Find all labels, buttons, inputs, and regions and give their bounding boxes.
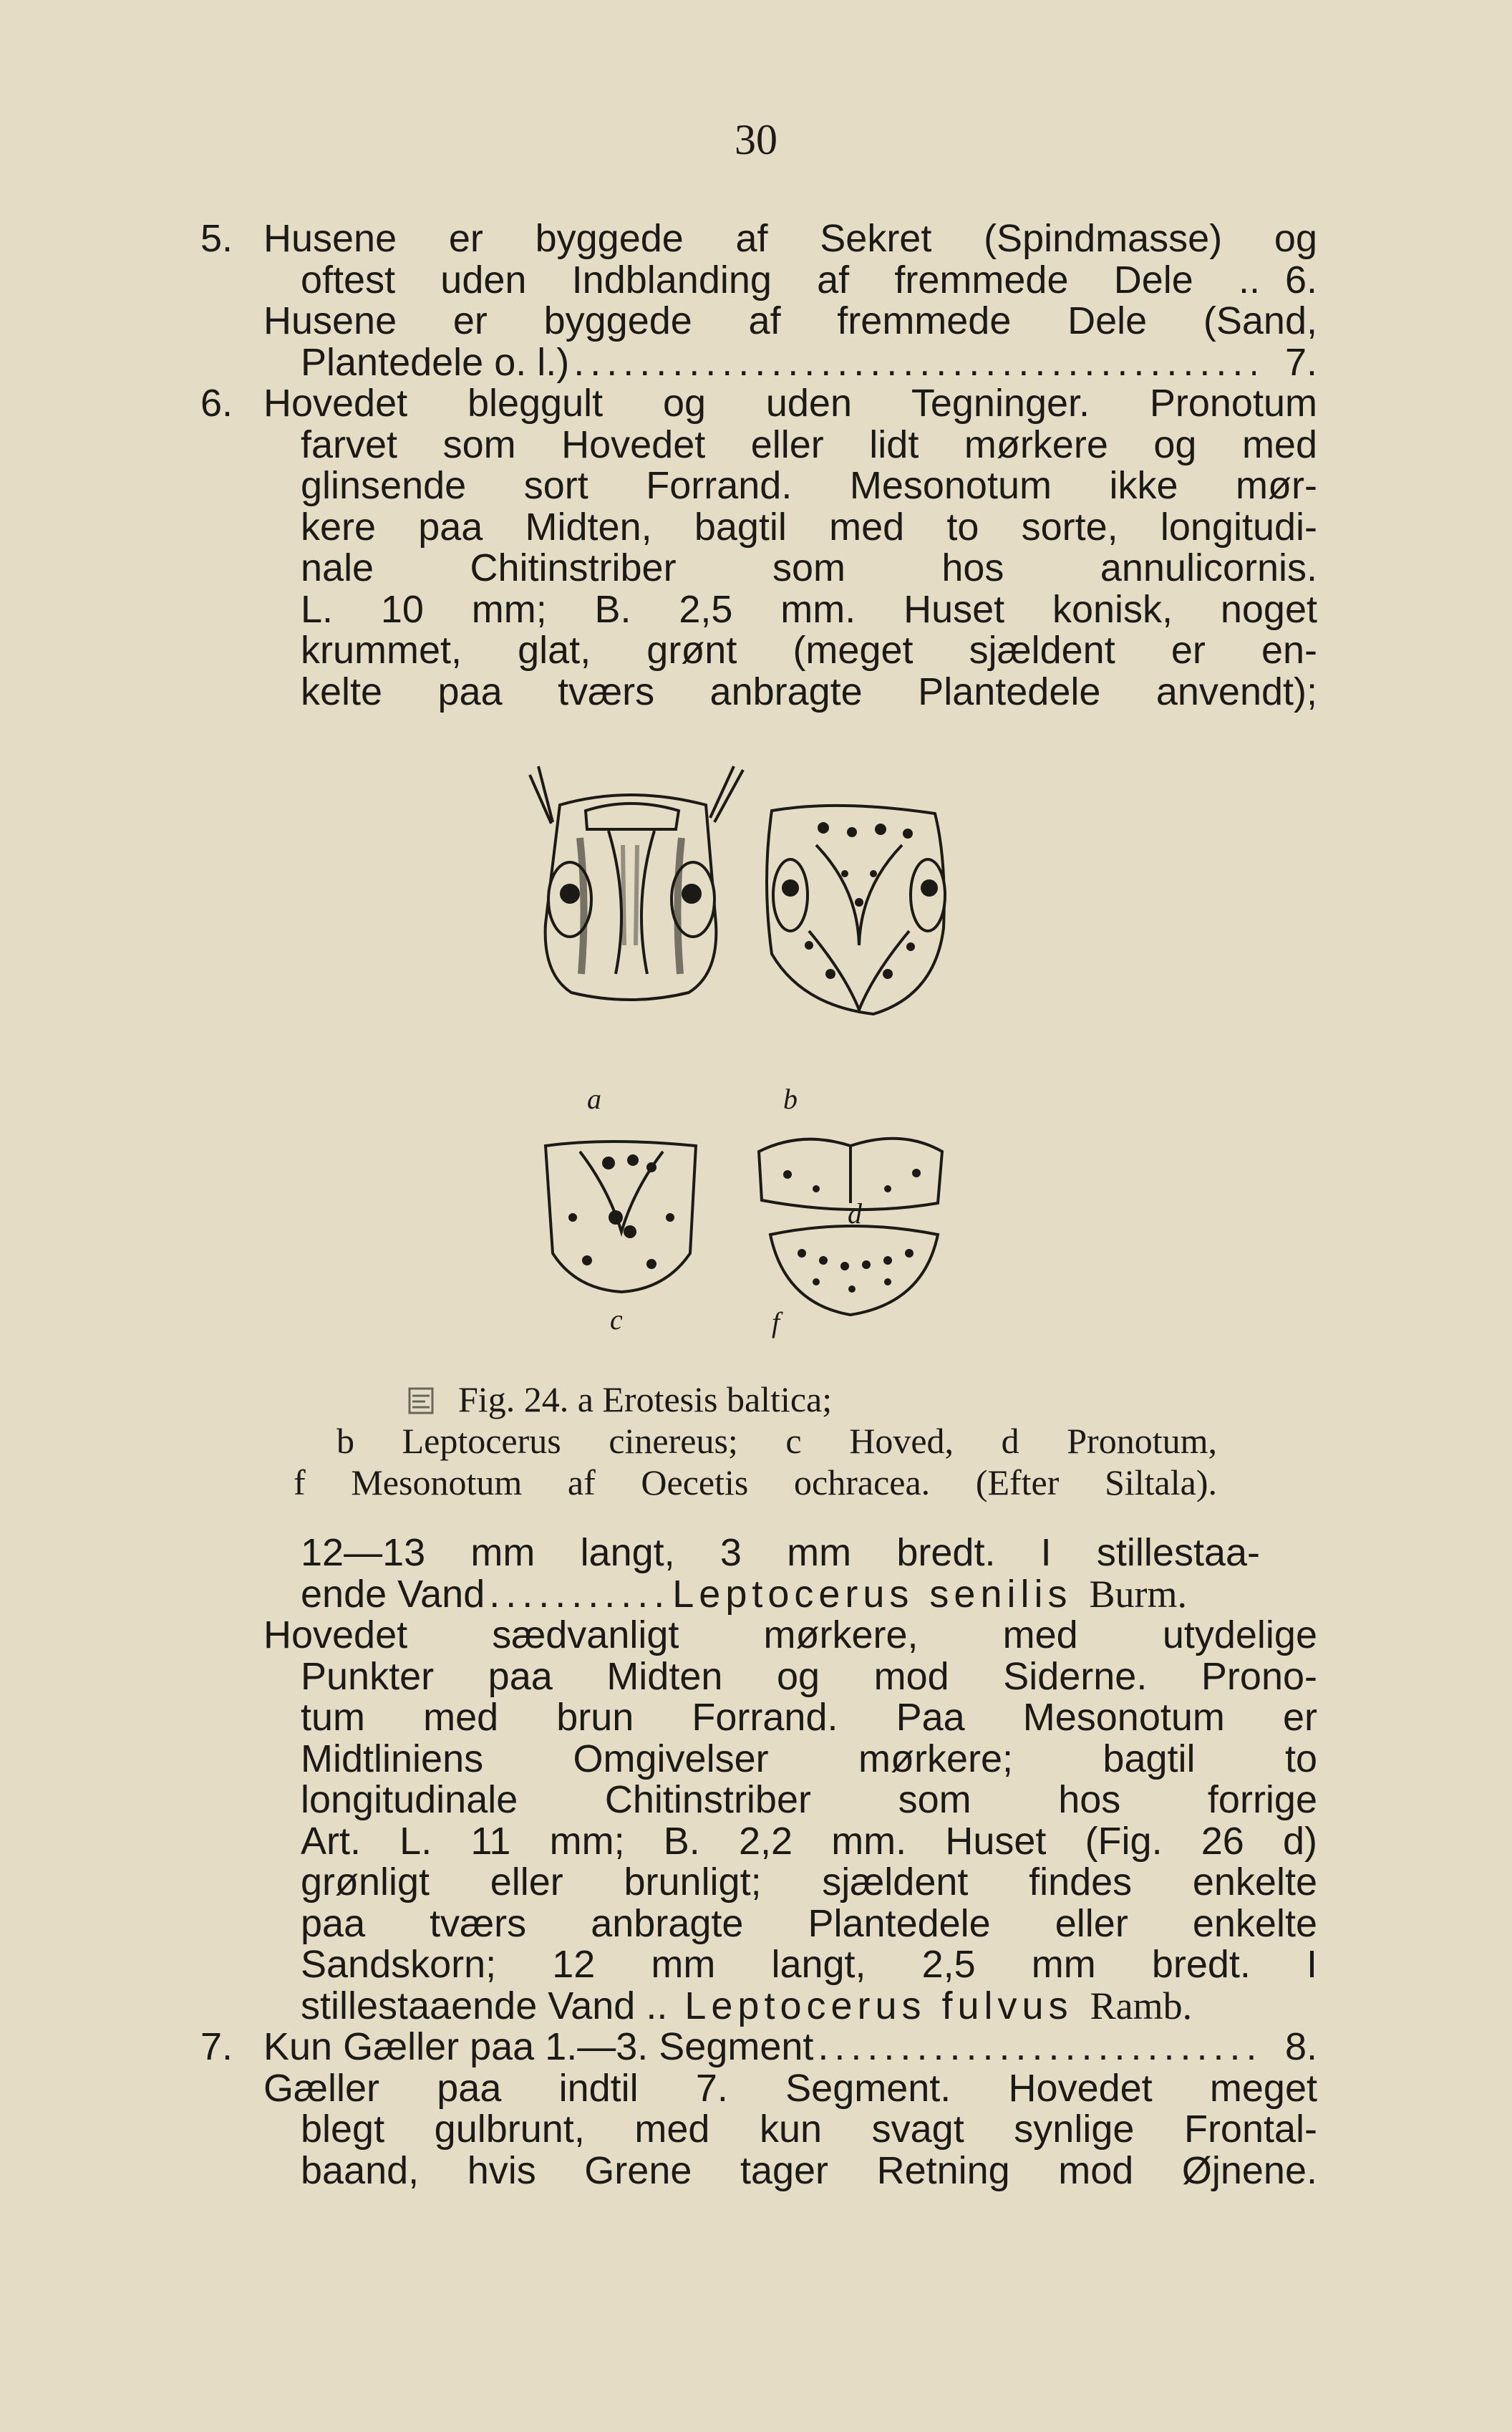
key-reference: 8. [1284,2025,1317,2068]
caption-line: Fig. 24. a Erotesis baltica; [272,1379,1217,1420]
species-author: Ramb. [1090,1985,1193,2027]
key-line: glinsende sort Forrand. Mesonotum ikke mør- [301,465,1317,507]
key-line: tum med brun Forrand. Paa Mesonotum er [301,1697,1317,1739]
key-line: Midtliniens Omgivelser mørkere; bagtil to [301,1738,1317,1780]
print-marker-icon [408,1386,434,1416]
fig-label-c: c [610,1303,623,1336]
species-name: Leptocerus senilis [672,1573,1072,1615]
key-number: 7. [200,2025,233,2068]
key-number: 6. [200,382,233,425]
key-line: ende Vand ..... Leptocerus senilis Burm. [200,1574,1317,1616]
key-line: 6. Hovedet bleggult og uden Tegninger. Pronotum [200,382,1317,425]
key-line: Hovedet sædvanligt mørkere, med utydelige [263,1615,1317,1656]
key-line: nale Chitinstriber som hos annulicornis. [301,548,1317,589]
caption-line: f Mesonotum af Oecetis ochracea. (Efter Siltala). [294,1462,1217,1502]
caption-line: b Leptocerus cinereus; c Hoved, d Pronotum, [336,1421,1217,1461]
fig-f-mesonotum [770,1226,938,1315]
figure-24-illustration [501,759,1002,1346]
page-number: 30 [735,116,777,163]
leader-dots [818,2027,1256,2068]
fig-label-d: d [848,1197,862,1230]
fig-a-head [530,766,743,1000]
fig-label-a: a [587,1083,601,1115]
key-line: Punkter paa Midten og mod Siderne. Prono- [301,1656,1317,1697]
key-reference: 7. [1284,340,1317,384]
key-line: blegt gulbrunt, med kun svagt synlige Frontal- [301,2109,1317,2151]
fig-b-head [767,806,945,1014]
key-line: L. 10 mm; B. 2,5 mm. Huset konisk, noget [301,589,1317,630]
key-line: paa tværs anbragte Plantedele eller enkelte [301,1903,1317,1944]
key-line: oftest uden Indblanding af fremmede Dele .. 6. [301,258,1317,301]
key-line: 7. Kun Gæller paa 1.—3. Segment ..... 8. [200,2027,1317,2068]
key-line: 12—13 mm langt, 3 mm bredt. I stillestaa- [301,1533,1260,1574]
key-bottom [200,1533,1317,2191]
key-line: 5. Husene er byggede af Sekret (Spindmasse) og [200,217,1317,260]
key-line: kere paa Midten, bagtil med to sorte, longitudi- [301,506,1317,548]
fig-label-f: f [772,1306,780,1338]
key-number: 5. [200,217,233,260]
key-line: baand, hvis Grene tager Retning mod Øjnene. [301,2150,1317,2191]
key-line: grønligt eller brunligt; sjældent findes enkelte [301,1862,1317,1903]
key-line: Plantedele o. l.) ..... 7. [200,342,1317,384]
key-line: Sandskorn; 12 mm langt, 2,5 mm bredt. I [301,1944,1317,1986]
key-line: Art. L. 11 mm; B. 2,2 mm. Huset (Fig. 26 d) [301,1820,1317,1862]
key-line: longitudinale Chitinstriber som hos forrige [301,1780,1317,1821]
key-line: farvet som Hovedet eller lidt mørkere og med [301,424,1317,465]
leader-dots [573,342,1256,384]
key-reference: 6. [1284,258,1317,301]
fig-label-b: b [783,1083,798,1115]
species-author: Burm. [1089,1573,1188,1615]
key-line: Gæller paa indtil 7. Segment. Hovedet meget [263,2067,1317,2109]
fig-c-head [546,1142,696,1292]
key-line: krummet, glat, grønt (meget sjældent er en- [301,630,1317,672]
key-top [200,218,1317,713]
species-name: Leptocerus fulvus [684,1985,1073,2027]
leader-dots [489,1574,668,1616]
key-line: kelte paa tværs anbragte Plantedele anvendt); [301,671,1317,713]
key-line: Husene er byggede af fremmede Dele (Sand, [263,301,1317,342]
figure-caption [272,1379,1217,1503]
key-line: stillestaaende Vand .. Leptocerus fulvus Ramb. [301,1985,1193,2027]
